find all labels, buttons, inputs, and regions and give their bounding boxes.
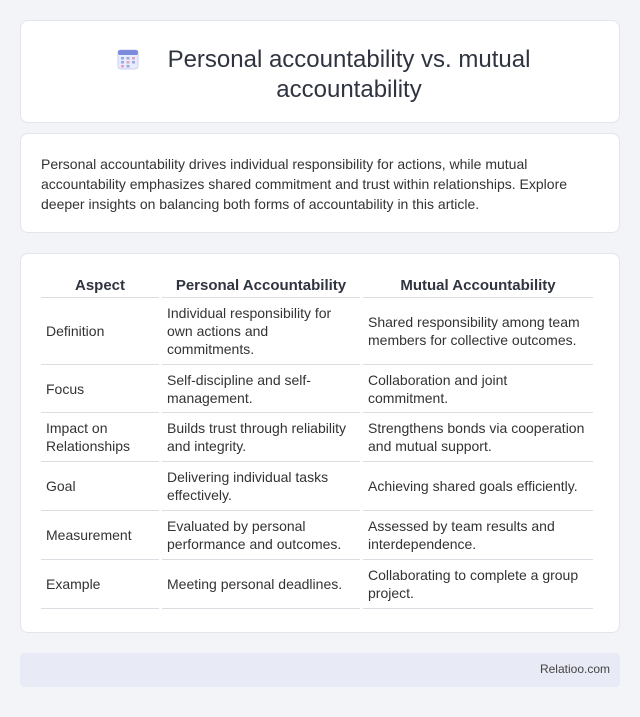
table-row [41, 511, 593, 560]
table-row [41, 365, 593, 413]
row-aspect: Example [41, 560, 159, 609]
row-mutual: Collaborating to complete a group project. [363, 560, 593, 609]
table-row [41, 560, 593, 609]
row-personal: Evaluated by personal performance and outcomes. [162, 511, 360, 560]
row-mutual: Assessed by team results and interdependence. [363, 511, 593, 560]
table-header-row [41, 274, 593, 298]
row-mutual: Collaboration and joint commitment. [363, 365, 593, 413]
header-personal: Personal Accountability [162, 274, 360, 298]
intro-text: Personal accountability drives individual responsibility for actions, while mutual accountability emphasizes shared commitment and trust within relationships. Explore deeper insights on balancing both forms of accountability in this article. [41, 156, 568, 212]
intro-card [20, 133, 620, 233]
table-row [41, 298, 593, 365]
row-personal: Delivering individual tasks effectively. [162, 462, 360, 511]
footer [20, 653, 620, 687]
row-aspect: Focus [41, 365, 159, 413]
row-personal: Self-discipline and self-management. [162, 365, 360, 413]
footer-brand[interactable]: Relatioo.com [539, 662, 610, 676]
row-aspect: Definition [41, 298, 159, 365]
row-aspect: Measurement [41, 511, 159, 560]
row-personal: Builds trust through reliability and integrity. [162, 413, 360, 462]
row-mutual: Strengthens bonds via cooperation and mutual support. [363, 413, 593, 462]
comparison-card [20, 253, 620, 633]
title-card [20, 20, 620, 123]
row-aspect: Impact on Relationships [41, 413, 159, 462]
header-aspect: Aspect [41, 274, 159, 298]
header-mutual: Mutual Accountability [363, 274, 593, 298]
row-personal: Meeting personal deadlines. [162, 560, 360, 609]
table-row [41, 462, 593, 511]
row-mutual: Achieving shared goals efficiently. [363, 462, 593, 511]
row-personal: Individual responsibility for own actions and commitments. [162, 298, 360, 365]
table-row [41, 413, 593, 462]
comparison-table [38, 274, 596, 609]
row-mutual: Shared responsibility among team members for collective outcomes. [363, 298, 593, 365]
row-aspect: Goal [41, 462, 159, 511]
page-title: Personal accountability vs. mutual accountability [167, 46, 531, 103]
